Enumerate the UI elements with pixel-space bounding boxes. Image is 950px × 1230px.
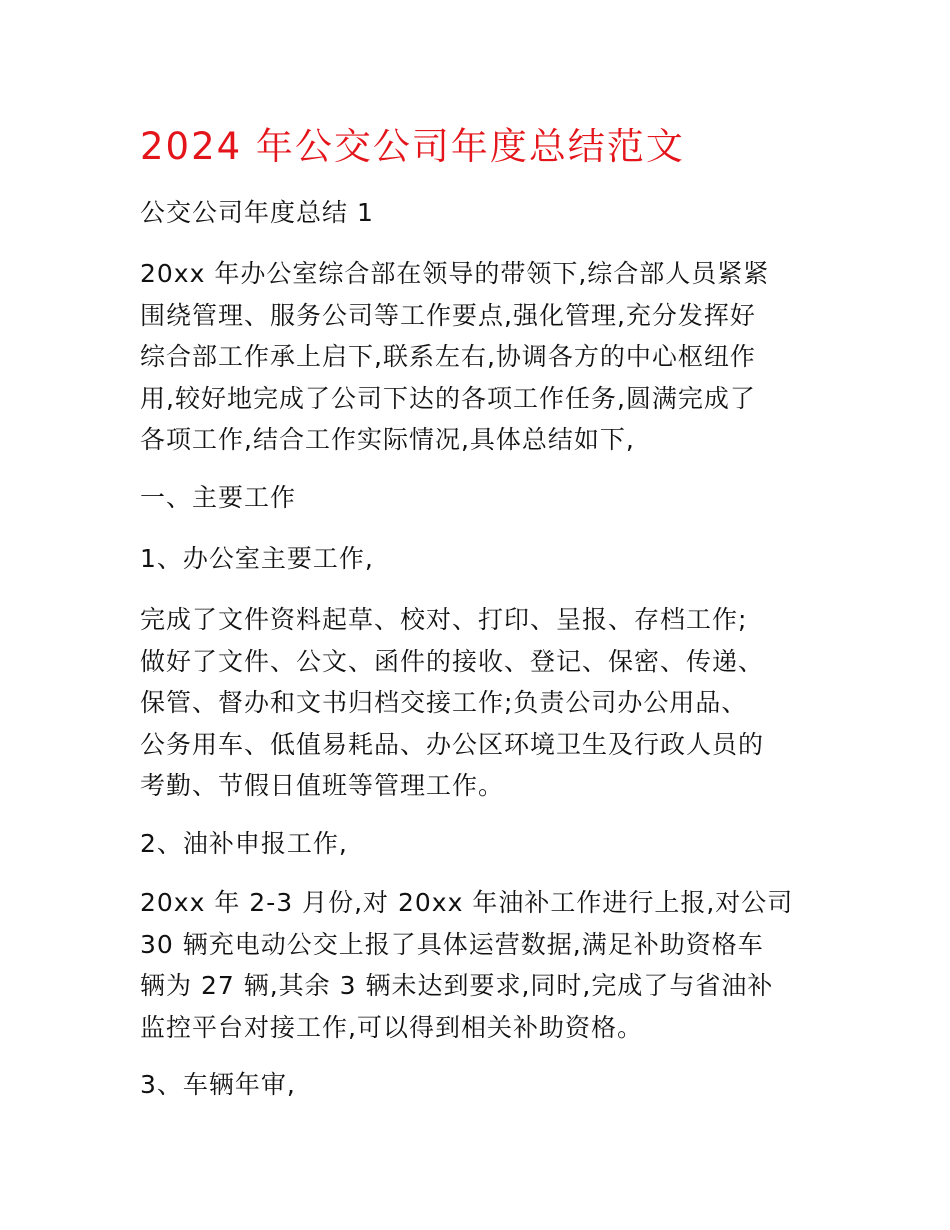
paragraph-line: 做好了文件、公文、函件的接收、登记、保密、传递、 [140,646,765,676]
item-heading: 3、车辆年审, [140,1070,296,1099]
paragraph-line: 考勤、节假日值班等管理工作。 [140,771,505,800]
paragraph-line: 监控平台对接工作,可以得到相关补助资格。 [140,1012,643,1042]
document-title: 2024 年公交公司年度总结范文 [140,125,685,168]
subtitle: 公交公司年度总结 1 [140,198,374,227]
item-2-paragraph [140,882,820,1048]
paragraph-line: 30 辆充电动公交上报了具体运营数据,满足补助资格车 [140,929,764,959]
paragraph-line: 20xx 年 2-3 月份,对 20xx 年油补工作进行上报,对公司 [140,888,794,917]
paragraph-line: 保管、督办和文书归档交接工作;负责公司办公用品、 [140,688,748,717]
intro-paragraph [140,253,820,461]
paragraph-line: 辆为 27 辆,其余 3 辆未达到要求,同时,完成了与省油补 [140,971,774,1000]
item-heading: 1、办公室主要工作, [140,544,374,573]
item-1-paragraph [140,599,820,807]
paragraph-line: 完成了文件资料起草、校对、打印、呈报、存档工作; [140,605,748,634]
paragraph-line: 用,较好地完成了公司下达的各项工作任务,圆满完成了 [140,383,756,413]
item-heading: 2、油补申报工作, [140,829,348,858]
paragraph-line: 公务用车、低值易耗品、办公区环境卫生及行政人员的 [140,729,765,759]
section-heading: 一、主要工作 [140,483,297,512]
paragraph-line: 综合部工作承上启下,联系左右,协调各方的中心枢纽作 [140,342,756,371]
paragraph-line: 围绕管理、服务公司等工作要点,强化管理,充分发挥好 [140,300,756,330]
paragraph-line: 20xx 年办公室综合部在领导的带领下,综合部人员紧紧 [140,259,770,288]
paragraph-line: 各项工作,结合工作实际情况,具体总结如下, [140,425,635,454]
